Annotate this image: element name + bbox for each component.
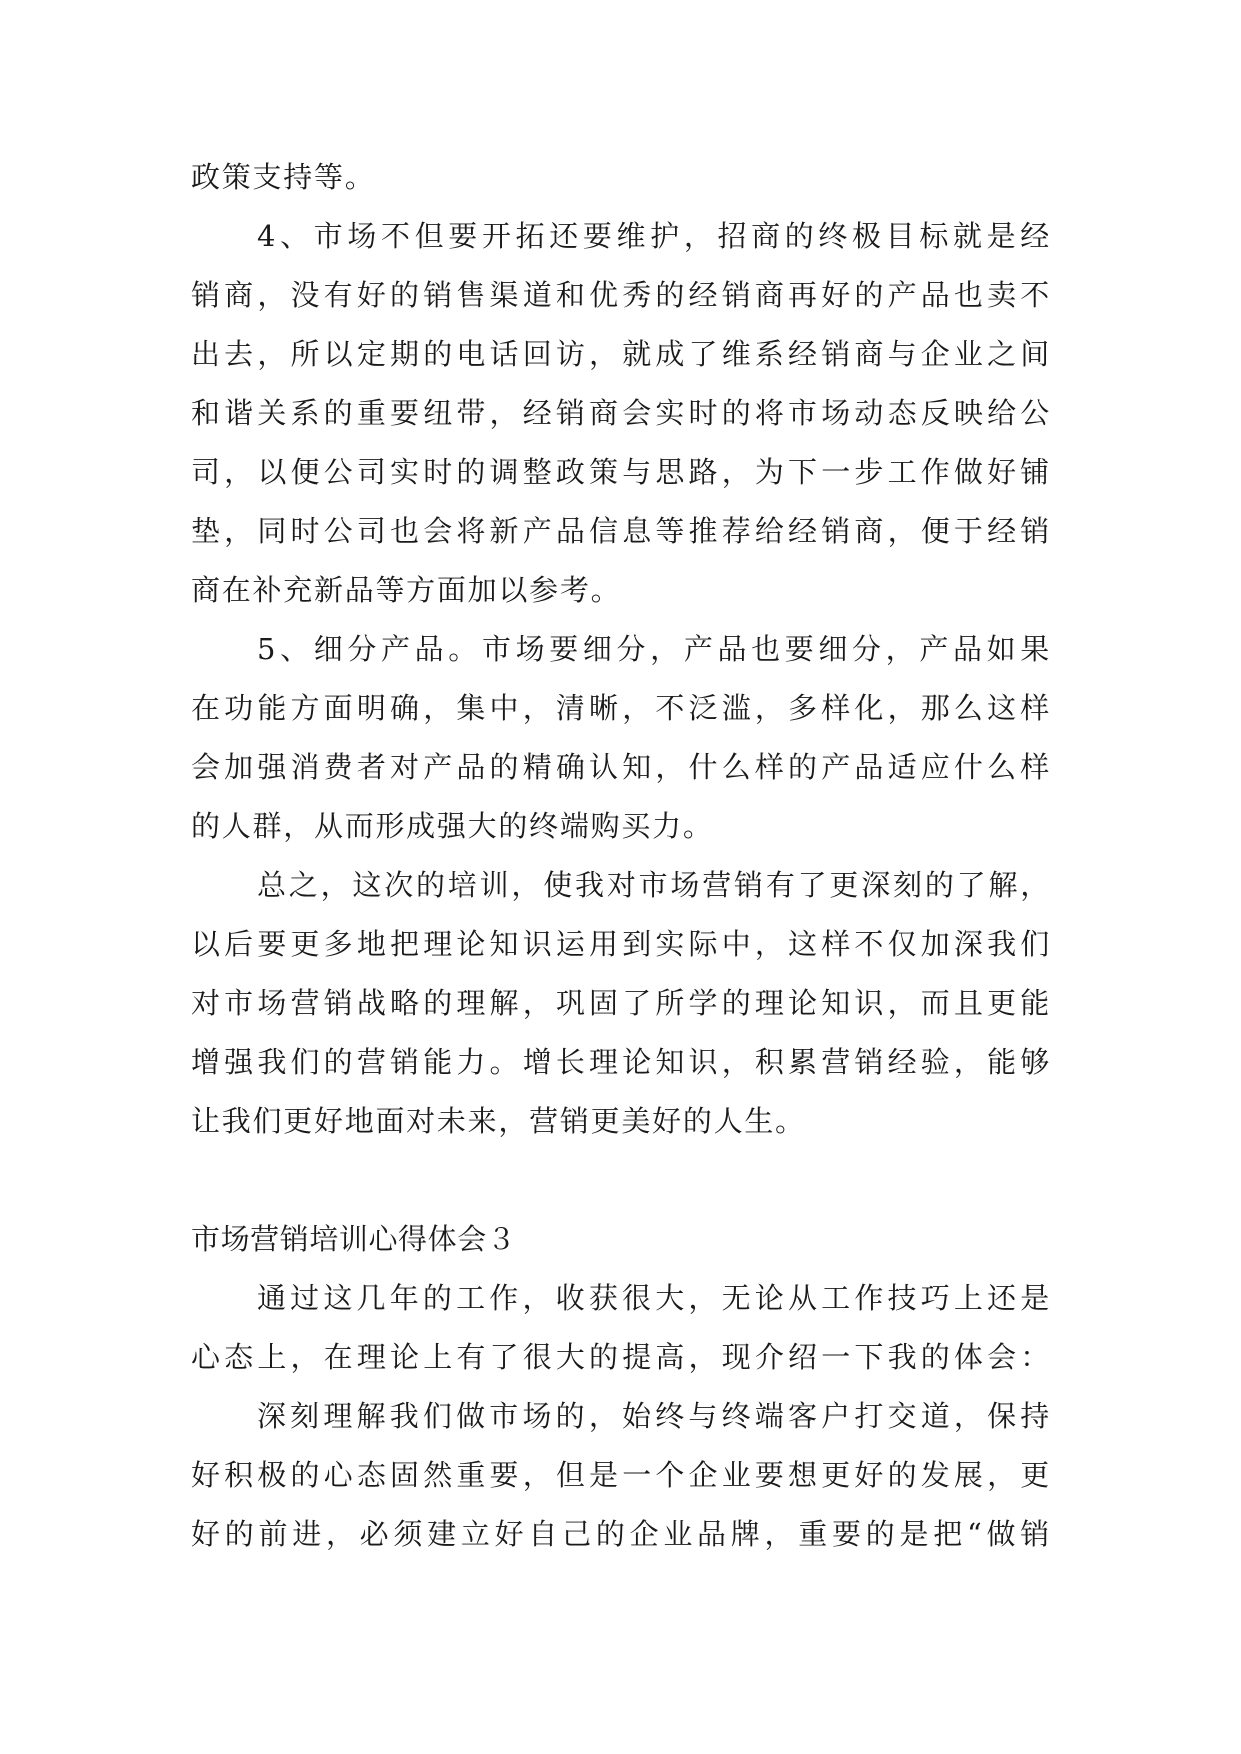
text-line: 增强我们的营销能力。增长理论知识，积累营销经验，能够 — [191, 1045, 1051, 1079]
text-line: 出去，所以定期的电话回访，就成了维系经销商与企业之间 — [191, 337, 1051, 371]
text-line: 4、市场不但要开拓还要维护，招商的终极目标就是经 — [257, 219, 1051, 253]
paragraph-deep-understanding — [191, 1387, 1051, 1564]
text-line: 让我们更好地面对未来，营销更美好的人生。 — [191, 1104, 806, 1138]
text-line: 司，以便公司实时的调整政策与思路，为下一步工作做好铺 — [191, 455, 1051, 489]
text-line: 对市场营销战略的理解，巩固了所学的理论知识，而且更能 — [191, 986, 1051, 1020]
document-body — [191, 148, 1051, 1564]
text-line: 好积极的心态固然重要，但是一个企业要想更好的发展，更 — [191, 1458, 1051, 1492]
section-spacer — [191, 1151, 1051, 1210]
text-line: 总之，这次的培训，使我对市场营销有了更深刻的了解， — [257, 868, 1051, 902]
paragraph-item-4 — [191, 207, 1051, 620]
text-line: 垫，同时公司也会将新产品信息等推荐给经销商，便于经销 — [191, 514, 1051, 548]
text-line: 通过这几年的工作，收获很大，无论从工作技巧上还是 — [257, 1281, 1051, 1315]
text-line: 和谐关系的重要纽带，经销商会实时的将市场动态反映给公 — [191, 396, 1051, 430]
text-line: 以后要更多地把理论知识运用到实际中，这样不仅加深我们 — [191, 927, 1051, 961]
text-line: 会加强消费者对产品的精确认知，什么样的产品适应什么样 — [191, 750, 1051, 784]
text-line: 5、细分产品。市场要细分，产品也要细分，产品如果 — [257, 632, 1051, 666]
section-title: 市场营销培训心得体会３ — [191, 1222, 517, 1256]
text-line: 商在补充新品等方面加以参考。 — [191, 573, 622, 607]
text-line: 销商，没有好的销售渠道和优秀的经销商再好的产品也卖不 — [191, 278, 1051, 312]
paragraph-summary — [191, 856, 1051, 1151]
text-line: 政策支持等。 — [191, 160, 376, 194]
paragraph-continuation — [191, 148, 1051, 207]
text-line: 深刻理解我们做市场的，始终与终端客户打交道，保持 — [257, 1399, 1051, 1433]
text-line: 在功能方面明确，集中，清晰，不泛滥，多样化，那么这样 — [191, 691, 1051, 725]
paragraph-item-5 — [191, 620, 1051, 856]
text-line: 的人群，从而形成强大的终端购买力。 — [191, 809, 714, 843]
text-line: 心态上，在理论上有了很大的提高，现介绍一下我的体会： — [191, 1340, 1051, 1374]
paragraph-intro — [191, 1269, 1051, 1387]
text-line: 好的前进，必须建立好自己的企业品牌，重要的是把“做销 — [191, 1517, 1051, 1551]
